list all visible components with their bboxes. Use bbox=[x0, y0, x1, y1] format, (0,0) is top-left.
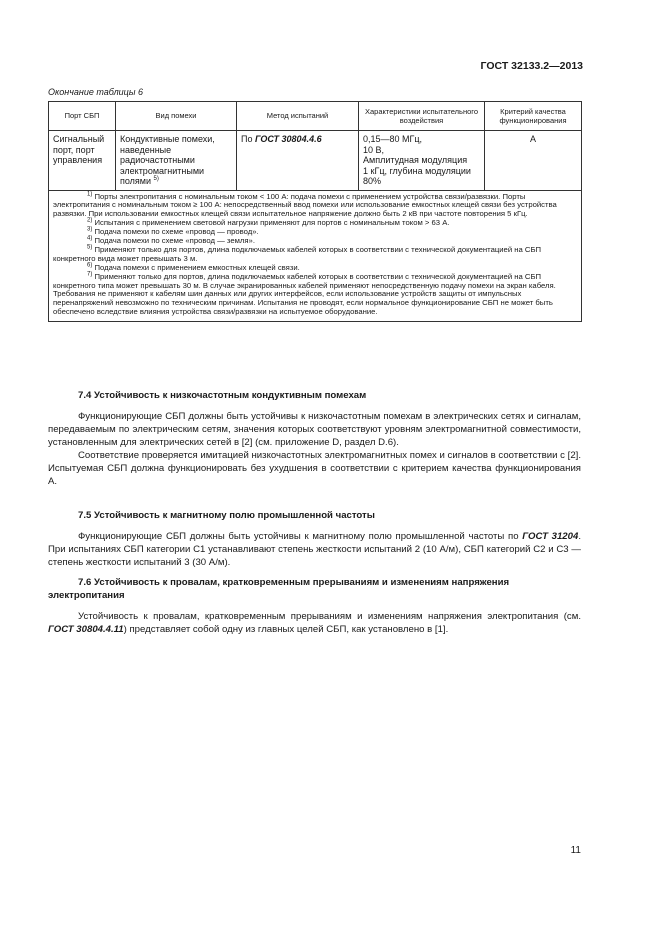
document-header: ГОСТ 32133.2—2013 bbox=[480, 60, 583, 72]
section-7-5 bbox=[48, 509, 581, 569]
table-6-continuation bbox=[48, 101, 582, 322]
cell-characteristics bbox=[359, 131, 485, 191]
paragraph bbox=[48, 610, 581, 636]
char-line: Амплитудная модуляция bbox=[363, 155, 468, 165]
footnote-text: Порты электропитания с номинальным током < 100 А: подача помехи с применением устройства связи/развязки. Порты электропитания с номинальным током ≥ 100 А: непосредственный ввод помехи или использование емкостных клещей связи без устройства развязки. При использовании емкостных клещей связи испытательное напряжение должно быть 2 кВ при частоте повторения 5 кГц. bbox=[53, 191, 557, 219]
paragraph bbox=[48, 530, 581, 569]
table-row bbox=[49, 131, 582, 191]
footnote-text: Подача помехи по схеме «провод — провод». bbox=[94, 227, 259, 237]
page-number: 11 bbox=[570, 845, 581, 856]
table-footnotes bbox=[49, 190, 582, 322]
footnote-text: Применяют только для портов, длина подключаемых кабелей которых в соответствии с технической документацией на СБП конкретного типа может превышать 30 м. В случае экранированных кабелей применяют непосредственную подачу помехи на экран кабеля. Требования не применяют к кабелям шин данных или других интерфейсов, если использование устройств защиты от импульсных перенапряжений невозможно по техническим причинам. Испытания не проводят, если нормальное функционирование СБП не может быть обеспечено вследствие влияния устройства связи/развязки на испытуемое оборудование. bbox=[53, 271, 556, 317]
section-7-4 bbox=[48, 389, 581, 488]
col-header-criterion: Критерий качества функционирования bbox=[485, 102, 582, 131]
footnote-text: Подача помехи с применением емкостных клещей связи. bbox=[94, 262, 300, 272]
footnote-number: 4) bbox=[87, 235, 93, 242]
cell-port: Сигнальный порт, порт управления bbox=[49, 131, 116, 191]
interference-text: Кондуктивные помехи, наведенные радиочастотными электромагнитными полями bbox=[120, 134, 215, 186]
section-heading: 7.6 Устойчивость к провалам, кратковременным прерываниям и изменениям напряжения электропитания bbox=[48, 577, 510, 601]
footnote-number: 7) bbox=[87, 271, 93, 278]
paragraph: Соответствие проверяется имитацией низкочастотных электромагнитных помех и сигналов в соответствии с [2]. Испытуемая СБП должна функционировать без ухудшения в соответствии с критерием качества функционирования А. bbox=[48, 450, 581, 487]
char-line: 10 В, bbox=[363, 144, 385, 155]
col-header-interference: Вид помехи bbox=[116, 102, 237, 131]
paragraph-text: ) представляет собой одну из главных целей СБП, как установлено в [1]. bbox=[123, 624, 449, 635]
footnote bbox=[53, 273, 577, 318]
footnote-number: 2) bbox=[87, 217, 93, 224]
method-prefix: По bbox=[241, 134, 255, 144]
cell-criterion: A bbox=[485, 131, 582, 191]
cell-interference bbox=[116, 131, 237, 191]
paragraph-text: Устойчивость к провалам, кратковременным прерываниям и изменениям напряжения электропитания (см. bbox=[78, 611, 581, 622]
paragraph: Функционирующие СБП должны быть устойчивы к низкочастотным помехам в электрических сетях и сигналам, передаваемым по электрическим сетям, значения которых соответствуют уровням электромагнитной совместимости, установленным для электрических сетей в [2] (см. приложение D, раздел D.6). bbox=[48, 411, 581, 448]
footnote-number: 1) bbox=[87, 190, 93, 197]
paragraph-text: . При испытаниях СБП категории С1 устанавливают степень жесткости испытаний 2 (10 А/м), СБП категорий С2 и С3 — степень жесткости испытаний 3 (30 А/м). bbox=[48, 531, 581, 568]
footnote-text: Применяют только для портов, длина подключаемых кабелей которых в соответствии с технической документацией на СБП конкретного вида может превышать 3 м. bbox=[53, 244, 542, 263]
footnote-text: Испытания с применением световой нагрузки применяют для портов с номинальным током > 63 А. bbox=[94, 218, 450, 228]
footnote bbox=[53, 190, 577, 220]
footnote-number: 3) bbox=[87, 226, 93, 233]
standard-ref: ГОСТ 30804.4.11 bbox=[48, 624, 124, 635]
footnote-text: Подача помехи по схеме «провод — земля». bbox=[94, 236, 255, 246]
footnote-number: 5) bbox=[87, 244, 93, 251]
footnote-number: 6) bbox=[87, 262, 93, 269]
paragraph-text: Функционирующие СБП должны быть устойчивы к магнитному полю промышленной частоты по bbox=[78, 531, 523, 542]
section-heading: 7.4 Устойчивость к низкочастотным кондуктивным помехам bbox=[78, 390, 367, 401]
col-header-characteristics: Характеристики испытательного воздействия bbox=[359, 102, 485, 131]
col-header-method: Метод испытаний bbox=[237, 102, 359, 131]
section-7-6 bbox=[48, 576, 581, 636]
method-standard-ref: ГОСТ 30804.4.6 bbox=[254, 134, 322, 144]
table-caption: Окончание таблицы 6 bbox=[48, 87, 143, 97]
cell-method bbox=[237, 131, 359, 191]
table-header-row bbox=[49, 102, 582, 131]
section-heading: 7.5 Устойчивость к магнитному полю промышленной частоты bbox=[78, 510, 375, 521]
standard-ref: ГОСТ 31204 bbox=[522, 531, 579, 542]
footnote-ref: 5) bbox=[153, 176, 159, 182]
char-line: 1 кГц, глубина модуляции bbox=[363, 165, 471, 176]
col-header-port: Порт СБП bbox=[49, 102, 116, 131]
footnote bbox=[53, 246, 577, 264]
char-line: 0,15—80 МГц, bbox=[363, 134, 423, 144]
char-line: 80% bbox=[363, 176, 382, 186]
footnotes-row bbox=[49, 190, 582, 322]
